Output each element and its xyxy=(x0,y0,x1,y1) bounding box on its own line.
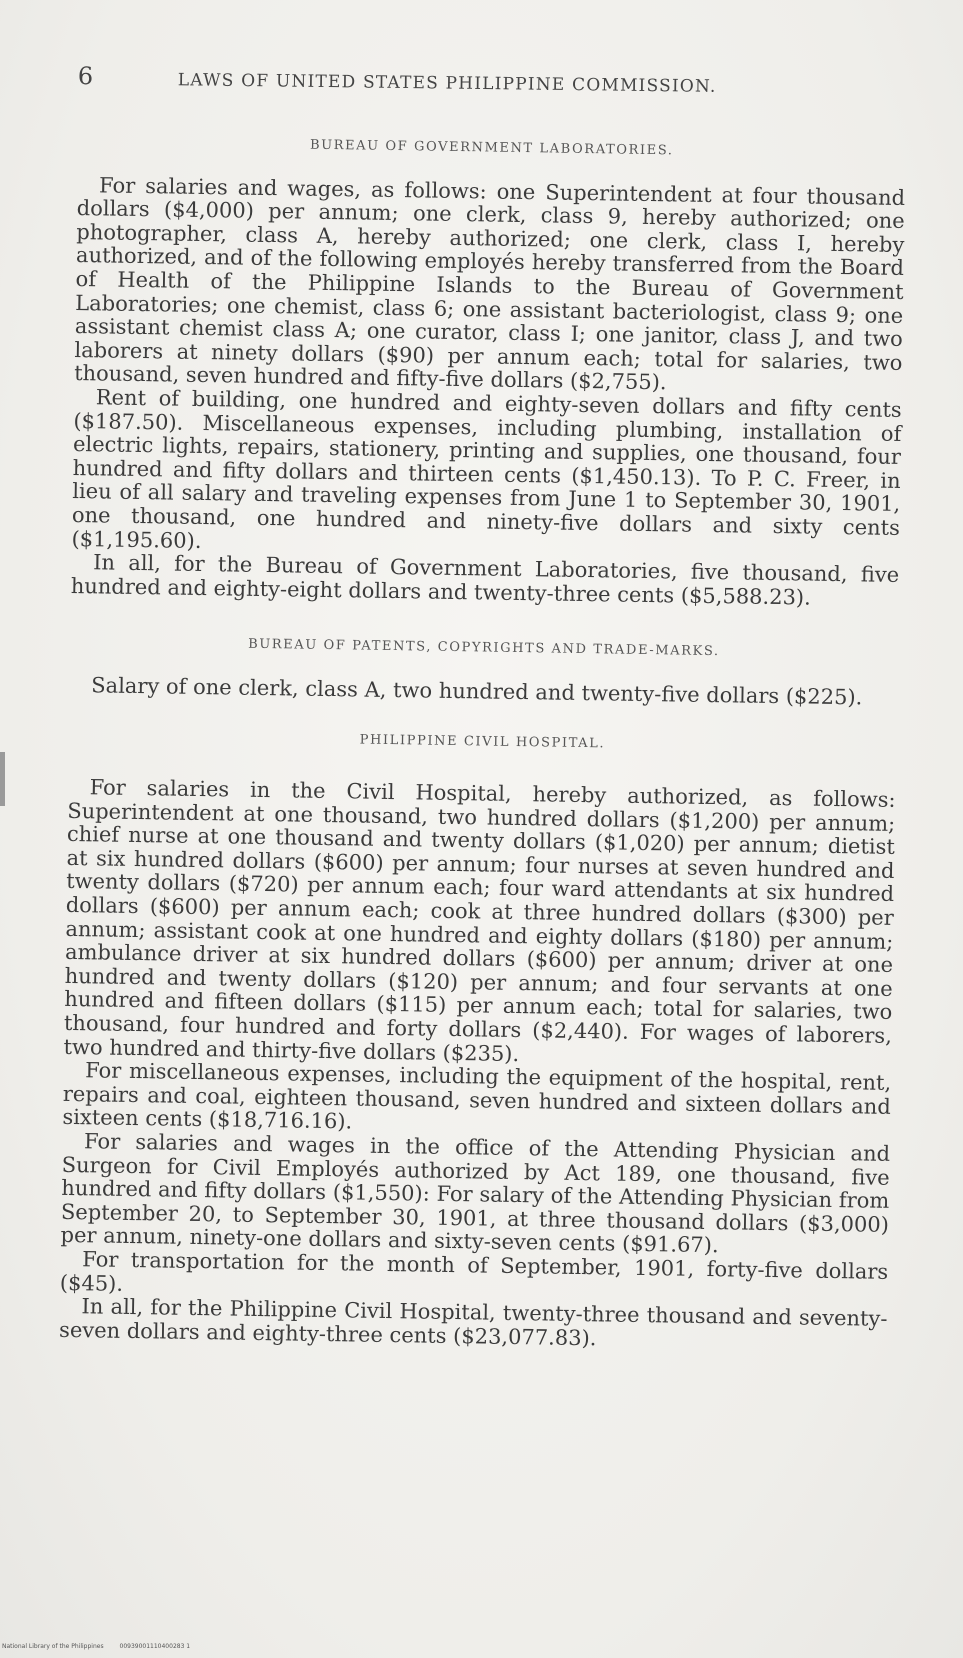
page-body xyxy=(59,130,906,1355)
page-header xyxy=(78,62,868,100)
section-government-laboratories xyxy=(71,130,906,611)
section-patents-copyrights xyxy=(69,630,898,710)
running-title: LAWS OF UNITED STATES PHILIPPINE COMMISSION. xyxy=(177,70,717,97)
section-civil-hospital xyxy=(59,724,897,1355)
paragraph: In all, for the Bureau of Government Laboratories, five thousand, five hundred and eighty-eight dollars and twenty-three cents ($5,588.23). xyxy=(70,550,900,610)
paragraph: In all, for the Philippine Civil Hospital, twenty-three thousand and seventy-seven dollars and eighty-three cents ($23,077.83). xyxy=(58,1294,888,1351)
paragraph: For salaries and wages in the office of the Attending Physician and Surgeon for Civil Employés authorized by Act 189, one thousand, five hundred and fifty dollars ($1,550): For salary of the Attending Physician from September 20, to September 30, 1901, at three thousand dollars ($3,000) per annum, ninety-one dollars and sixty-seven cents ($91.67). xyxy=(60,1129,891,1258)
page-number: 6 xyxy=(77,62,94,91)
paragraph: For miscellaneous expenses, including the equipment of the hospital, rent, repairs and coal, eighteen thousand, seven hundred and sixteen dollars and sixteen cents ($18,716.16). xyxy=(62,1058,892,1134)
paragraph: Rent of building, one hundred and eighty-seven dollars and fifty cents ($187.50). Miscellaneous expenses, including plumbing, installation of electric lights, repairs, stationery, printing and supplies, one thousand, four hundred and fifty dollars and thirteen cents ($1,450.13). To P. C. Freer, in lieu of all salary and traveling expenses from June 1 to September 30, 1901, one thousand, one hundred and ninety-five dollars and sixty cents ($1,195.60). xyxy=(71,385,902,553)
paragraph: For transportation for the month of September, 1901, forty-five dollars ($45). xyxy=(59,1247,889,1296)
section-heading: PHILIPPINE CIVIL HOSPITAL. xyxy=(359,732,606,752)
section-heading: BUREAU OF PATENTS, COPYRIGHTS AND TRADE-MARKS. xyxy=(248,637,720,660)
paragraph: Salary of one clerk, class A, two hundred and twenty-five dollars ($225). xyxy=(91,673,863,710)
paragraph: For salaries and wages, as follows: one Superintendent at four thousand dollars ($4,000) per annum; one clerk, class 9, hereby authorized; one photographer, class A, hereby authorized; one clerk, class I, hereby authorized, and of the following employés hereby transferred from the Board of Health of the Philippine Islands to the Bureau of Government Laboratories; one chemist, class 6; one assistant bacteriologist, class 9; one assistant chemist class A; one curator, class I; one janitor, class J, and two laborers at ninety dollars ($90) per annum each; total for salaries, two thousand, seven hundred and fifty-five dollars ($2,755). xyxy=(73,172,906,395)
paragraph: For salaries in the Civil Hospital, hereby authorized, as follows: Superintendent at one thousand, two hundred dollars ($1,200) per annum; chief nurse at one thousand and twenty dollars ($1,020) per annum; dietist at six hundred dollars ($600) per annum; four nurses at seven hundred and twenty dollars ($720) per annum each; four ward attendants at six hundred dollars ($600) per annum each; cook at three hundred dollars ($300) per annum; assistant cook at one hundred and eighty dollars ($180) per annum; ambulance driver at six hundred dollars ($600) per annum; driver at one hundred and twenty dollars ($120) per annum; and four servants at one hundred and fifteen dollars ($115) per annum each; total for salaries, two thousand, four hundred and forty dollars ($2,440). For wages of laborers, two hundred and thirty-five dollars ($235). xyxy=(63,775,896,1066)
scan-identifier: 00939001110400283 1 xyxy=(119,1643,191,1650)
scan-edge-mark xyxy=(0,752,5,806)
library-name: National Library of the Philippines xyxy=(2,1643,104,1650)
section-heading: BUREAU OF GOVERNMENT LABORATORIES. xyxy=(309,137,674,159)
scan-footer xyxy=(2,1643,204,1650)
